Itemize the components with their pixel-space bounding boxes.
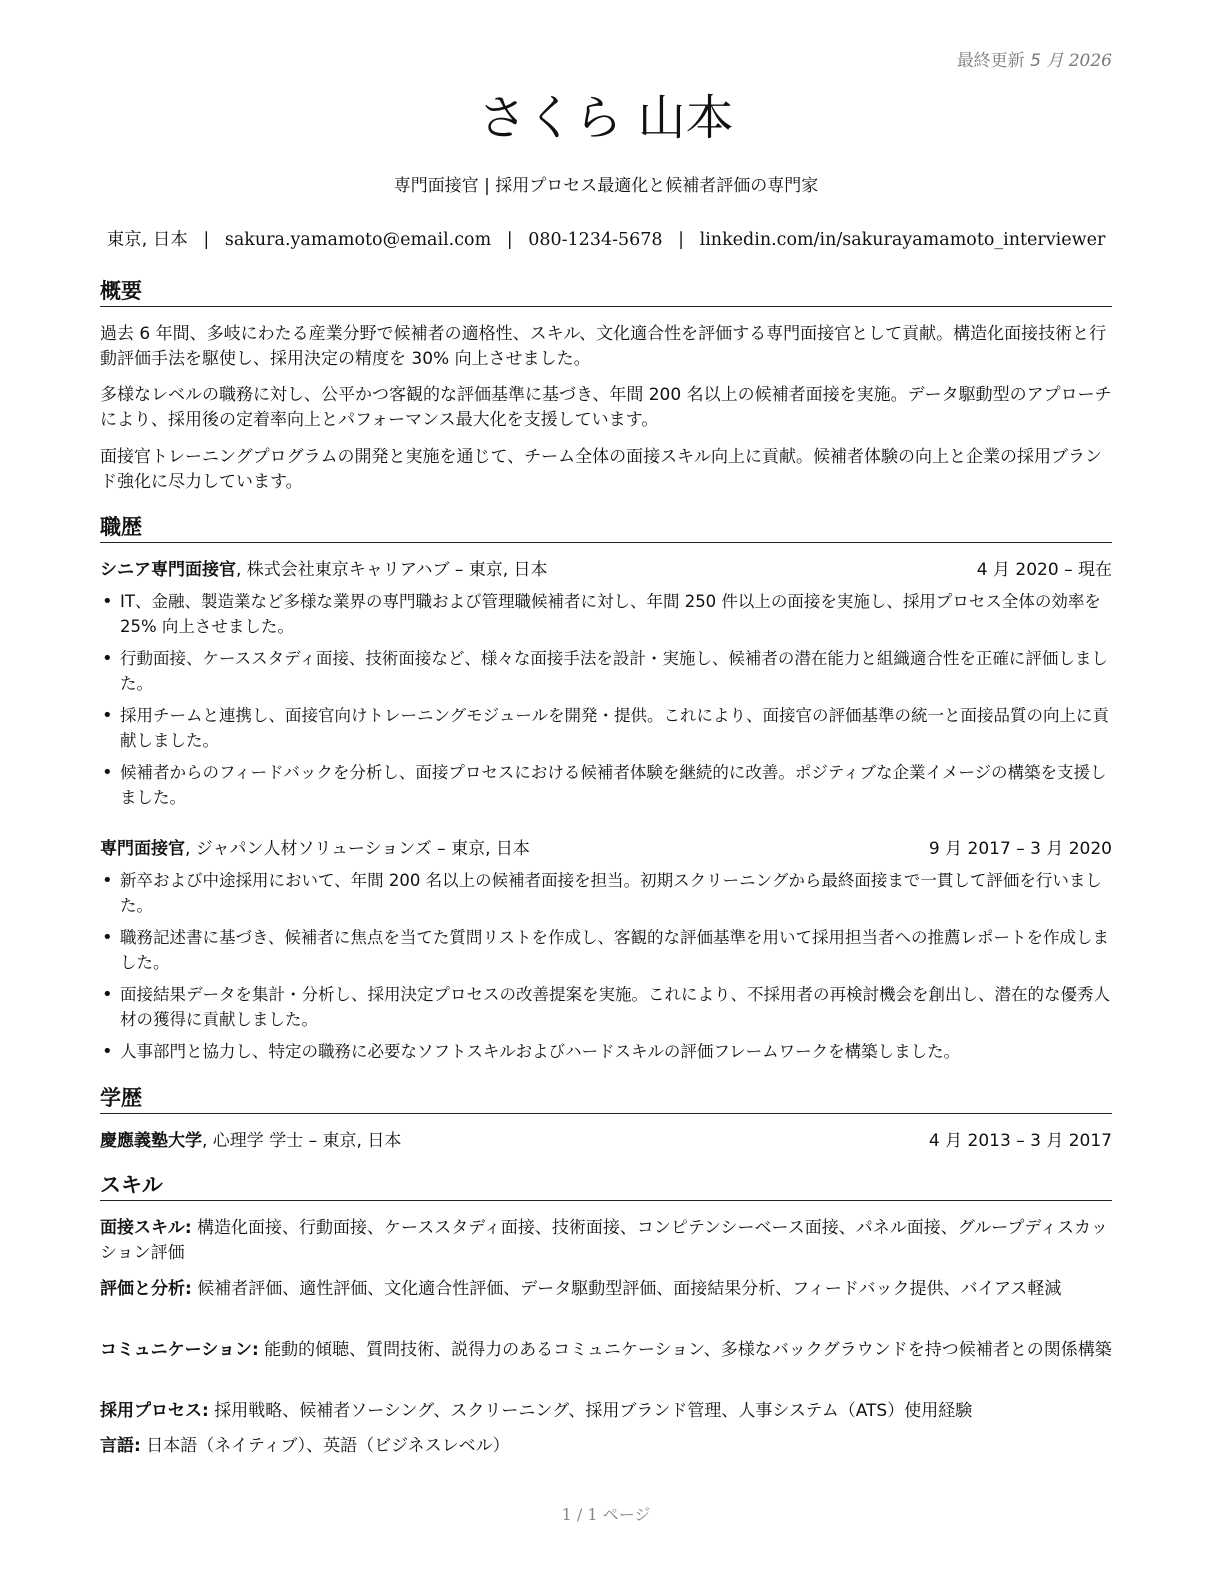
list-item: • 職務記述書に基づき、候補者に焦点を当てた質問リストを作成し、客観的な評価基準を用いて採用担当者への推薦レポートを作成しました。	[100, 925, 1112, 975]
skill-row	[100, 1434, 1112, 1459]
skill-label: 評価と分析:	[100, 1279, 192, 1299]
skill-label: コミュニケーション:	[100, 1340, 259, 1360]
skill-row	[100, 1216, 1112, 1266]
skill-text: 日本語（ネイティブ）、英語（ビジネスレベル）	[140, 1436, 510, 1456]
job-header	[100, 837, 1112, 862]
skill-label: 面接スキル:	[100, 1218, 192, 1238]
job-bullets	[100, 589, 1112, 817]
job-date: 4 月 2020 – 現在	[976, 560, 1112, 580]
email-link[interactable]: sakura.yamamoto@email.com	[224, 230, 492, 250]
list-item: • 新卒および中途採用において、年間 200 名以上の候補者面接を担当。初期スクリーニングから最終面接まで一貫して評価を行いました。	[100, 868, 1112, 918]
education-entry	[100, 1129, 1112, 1154]
degree: , 心理学 学士 – 東京, 日本	[202, 1131, 402, 1151]
job-date: 9 月 2017 – 3 月 2020	[928, 839, 1112, 859]
skill-text: 採用戦略、候補者ソーシング、スクリーニング、採用ブランド管理、人事システム（ATS）使用経験	[208, 1401, 973, 1421]
job-role: 専門面接官	[100, 839, 185, 859]
list-item: • 候補者からのフィードバックを分析し、面接プロセスにおける候補者体験を継続的に改善。ポジティブな企業イメージの構築を支援しました。	[100, 760, 1112, 810]
skill-text: 候補者評価、適性評価、文化適合性評価、データ駆動型評価、面接結果分析、フィードバック提供、バイアス軽減	[191, 1279, 1062, 1299]
summary-paragraph: 過去 6 年間、多岐にわたる産業分野で候補者の適格性、スキル、文化適合性を評価する専門面接官として貢献。構造化面接技術と行動評価手法を駆使し、採用決定の精度を 30% 向上させました。	[100, 324, 1107, 369]
phone: 080-1234-5678	[528, 230, 663, 250]
resume-page	[100, 0, 1112, 1584]
job-header	[100, 558, 1112, 583]
skill-text: 構造化面接、行動面接、ケーススタディ面接、技術面接、コンピテンシーベース面接、パネル面接、グループディスカッション評価	[100, 1218, 1108, 1263]
page-number: 1 / 1 ページ	[561, 1505, 651, 1524]
summary-paragraph: 多様なレベルの職務に対し、公平かつ客観的な評価基準に基づき、年間 200 名以上の候補者面接を実施。データ駆動型のアプローチにより、採用後の定着率向上とパフォーマンス最大化を支援しています。	[100, 385, 1112, 430]
separator: |	[678, 230, 685, 250]
contact-line	[100, 226, 1112, 251]
skill-row	[100, 1338, 1112, 1363]
last-updated: 最終更新 5 月 2026	[956, 51, 1112, 71]
separator: |	[203, 230, 210, 250]
list-item: • 行動面接、ケーススタディ面接、技術面接など、様々な面接手法を設計・実施し、候補者の潜在能力と組織適合性を正確に評価しました。	[100, 646, 1112, 696]
job-company: , 株式会社東京キャリアハブ – 東京, 日本	[236, 560, 548, 580]
skill-row	[100, 1277, 1112, 1302]
location: 東京, 日本	[106, 230, 188, 250]
section-title-experience: 職歴	[100, 514, 1112, 543]
linkedin-link[interactable]: linkedin.com/in/sakurayamamoto_interviewer	[699, 230, 1106, 250]
list-item: • 面接結果データを集計・分析し、採用決定プロセスの改善提案を実施。これにより、不採用者の再検討機会を創出し、潜在的な優秀人材の獲得に貢献しました。	[100, 982, 1112, 1032]
job-role: シニア専門面接官	[100, 560, 236, 580]
candidate-name: さくら 山本	[478, 90, 734, 146]
summary-paragraph: 面接官トレーニングプログラムの開発と実施を通じて、チーム全体の面接スキル向上に貢献。候補者体験の向上と企業の採用ブランド強化に尽力しています。	[100, 447, 1102, 492]
school-name: 慶應義塾大学	[100, 1131, 202, 1151]
list-item: • 人事部門と協力し、特定の職務に必要なソフトスキルおよびハードスキルの評価フレームワークを構築しました。	[100, 1039, 1112, 1064]
education-date: 4 月 2013 – 3 月 2017	[928, 1131, 1112, 1151]
job-bullets	[100, 868, 1112, 1071]
list-item: • 採用チームと連携し、面接官向けトレーニングモジュールを開発・提供。これにより、面接官の評価基準の統一と面接品質の向上に貢献しました。	[100, 703, 1112, 753]
separator: |	[506, 230, 513, 250]
skill-label: 採用プロセス:	[100, 1401, 209, 1421]
list-item: • IT、金融、製造業など多様な業界の専門職および管理職候補者に対し、年間 250 件以上の面接を実施し、採用プロセス全体の効率を 25% 向上させました。	[100, 589, 1112, 639]
skill-row	[100, 1399, 1112, 1424]
section-title-skills: スキル	[100, 1172, 1112, 1201]
section-title-education: 学歴	[100, 1085, 1112, 1114]
section-title-summary: 概要	[100, 278, 1112, 307]
job-company: , ジャパン人材ソリューションズ – 東京, 日本	[185, 839, 530, 859]
skill-text: 能動的傾聴、質問技術、説得力のあるコミュニケーション、多様なバックグラウンドを持つ候補者との関係構築	[258, 1340, 1112, 1360]
skill-label: 言語:	[100, 1436, 141, 1456]
tagline: 専門面接官 | 採用プロセス最適化と候補者評価の専門家	[393, 176, 819, 196]
